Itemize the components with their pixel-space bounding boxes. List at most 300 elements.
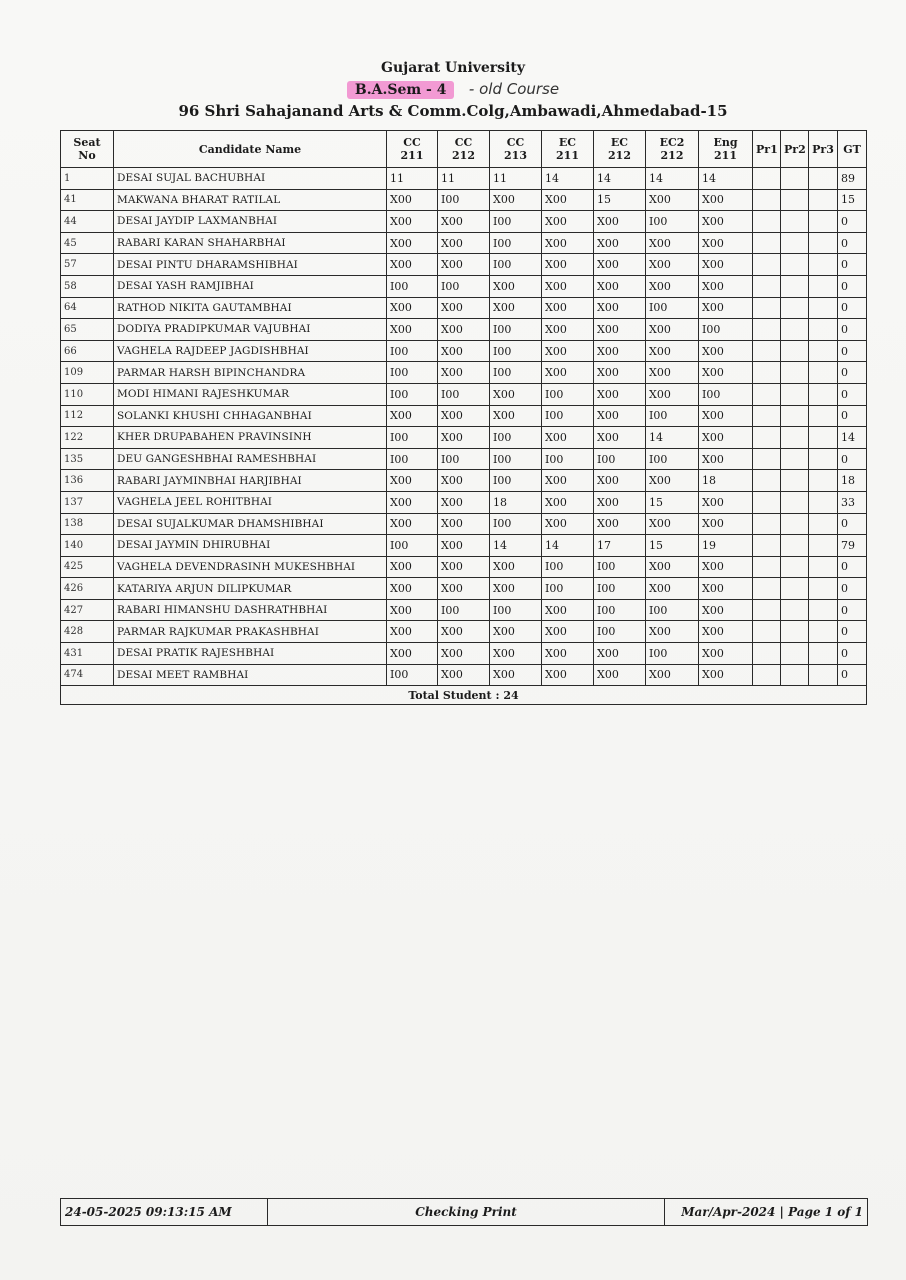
mark-cell: X00	[438, 319, 490, 341]
mark-cell: 14	[838, 427, 867, 449]
mark-cell: I00	[438, 599, 490, 621]
mark-cell	[781, 168, 809, 190]
mark-cell: X00	[542, 189, 594, 211]
candidate-name: DESAI SUJAL BACHUBHAI	[114, 168, 387, 190]
mark-cell: I00	[490, 470, 542, 492]
candidate-name: VAGHELA RAJDEEP JAGDISHBHAI	[114, 340, 387, 362]
mark-cell: 0	[838, 643, 867, 665]
mark-cell: 14	[542, 168, 594, 190]
mark-cell	[781, 275, 809, 297]
mark-cell: X00	[699, 189, 753, 211]
mark-cell: X00	[646, 556, 699, 578]
mark-cell: 0	[838, 319, 867, 341]
mark-cell: 19	[699, 535, 753, 557]
print-type: Checking Print	[268, 1199, 665, 1225]
mark-cell: 0	[838, 513, 867, 535]
seat-number: 140	[61, 535, 114, 557]
mark-cell	[781, 448, 809, 470]
table-row	[61, 297, 867, 319]
seat-number: 425	[61, 556, 114, 578]
table-row	[61, 254, 867, 276]
mark-cell: X00	[594, 405, 646, 427]
mark-cell	[781, 535, 809, 557]
table-row	[61, 340, 867, 362]
mark-cell: X00	[438, 297, 490, 319]
mark-cell: X00	[438, 643, 490, 665]
mark-cell: X00	[542, 427, 594, 449]
mark-cell: 15	[838, 189, 867, 211]
mark-cell	[809, 362, 838, 384]
column-header-text: CC	[454, 136, 473, 149]
mark-cell: I00	[438, 275, 490, 297]
mark-cell: X00	[542, 254, 594, 276]
mark-cell: I00	[594, 599, 646, 621]
seat-number: 474	[61, 664, 114, 686]
mark-cell: X00	[594, 211, 646, 233]
semester-label: B.A.Sem - 4	[347, 81, 455, 99]
mark-cell: X00	[387, 405, 438, 427]
mark-cell: X00	[699, 643, 753, 665]
table-row	[61, 535, 867, 557]
mark-cell: X00	[699, 427, 753, 449]
mark-cell: X00	[542, 319, 594, 341]
mark-cell: 0	[838, 405, 867, 427]
mark-cell: X00	[542, 470, 594, 492]
mark-cell: X00	[699, 578, 753, 600]
candidate-name: PARMAR HARSH BIPINCHANDRA	[114, 362, 387, 384]
mark-cell: X00	[387, 232, 438, 254]
mark-cell: X00	[646, 254, 699, 276]
column-header	[809, 131, 838, 168]
mark-cell: X00	[542, 275, 594, 297]
mark-cell: X00	[542, 491, 594, 513]
mark-cell: I00	[646, 405, 699, 427]
table-row	[61, 643, 867, 665]
mark-cell: 0	[838, 232, 867, 254]
mark-cell: X00	[490, 621, 542, 643]
mark-cell: X00	[594, 362, 646, 384]
candidate-name: PARMAR RAJKUMAR PRAKASHBHAI	[114, 621, 387, 643]
mark-cell: 15	[594, 189, 646, 211]
mark-cell	[809, 297, 838, 319]
column-header	[753, 131, 781, 168]
mark-cell: 14	[594, 168, 646, 190]
mark-cell	[781, 556, 809, 578]
mark-cell: X00	[438, 470, 490, 492]
mark-cell: 0	[838, 362, 867, 384]
mark-cell	[809, 405, 838, 427]
mark-cell: 79	[838, 535, 867, 557]
mark-cell: X00	[387, 211, 438, 233]
mark-cell	[781, 578, 809, 600]
mark-cell: X00	[646, 340, 699, 362]
column-header	[781, 131, 809, 168]
candidate-name: RABARI JAYMINBHAI HARJIBHAI	[114, 470, 387, 492]
seat-number: 66	[61, 340, 114, 362]
mark-cell: 0	[838, 340, 867, 362]
mark-cell	[753, 211, 781, 233]
table-body	[61, 168, 867, 686]
seat-number: 136	[61, 470, 114, 492]
column-header-text: Candidate Name	[198, 142, 302, 156]
candidate-name: MODI HIMANI RAJESHKUMAR	[114, 383, 387, 405]
mark-cell: I00	[542, 405, 594, 427]
column-header-text: EC2	[659, 136, 685, 149]
mark-cell	[753, 405, 781, 427]
mark-cell: X00	[699, 275, 753, 297]
candidate-name: DODIYA PRADIPKUMAR VAJUBHAI	[114, 319, 387, 341]
column-header-text: Pr1	[756, 142, 778, 156]
mark-cell	[809, 189, 838, 211]
mark-cell: 0	[838, 275, 867, 297]
mark-cell: I00	[594, 621, 646, 643]
mark-cell	[753, 340, 781, 362]
mark-cell	[809, 168, 838, 190]
mark-cell	[753, 168, 781, 190]
mark-cell: 33	[838, 491, 867, 513]
seat-number: 426	[61, 578, 114, 600]
mark-cell: 11	[438, 168, 490, 190]
mark-cell	[809, 643, 838, 665]
mark-cell	[781, 621, 809, 643]
mark-cell	[781, 211, 809, 233]
mark-cell: 15	[646, 491, 699, 513]
column-header-text: 212	[660, 149, 684, 162]
mark-cell	[781, 599, 809, 621]
column-header-text: GT	[843, 142, 861, 156]
table-row	[61, 275, 867, 297]
mark-cell: I00	[438, 189, 490, 211]
mark-cell	[781, 643, 809, 665]
mark-cell	[753, 491, 781, 513]
mark-cell	[809, 599, 838, 621]
mark-cell: X00	[438, 556, 490, 578]
mark-cell: X00	[438, 621, 490, 643]
mark-cell: 11	[387, 168, 438, 190]
candidate-name: MAKWANA BHARAT RATILAL	[114, 189, 387, 211]
seat-number: 110	[61, 383, 114, 405]
mark-cell: I00	[646, 448, 699, 470]
mark-cell: 0	[838, 621, 867, 643]
mark-cell	[753, 556, 781, 578]
mark-cell	[809, 427, 838, 449]
mark-cell: X00	[646, 319, 699, 341]
mark-cell: X00	[490, 643, 542, 665]
mark-cell	[753, 254, 781, 276]
college-name: 96 Shri Sahajanand Arts & Comm.Colg,Ambawadi,Ahmedabad-15	[178, 102, 728, 120]
mark-cell: X00	[699, 621, 753, 643]
mark-cell: 14	[646, 168, 699, 190]
column-header-text: EC	[558, 136, 577, 149]
mark-cell	[753, 448, 781, 470]
mark-cell: X00	[387, 578, 438, 600]
mark-cell: 89	[838, 168, 867, 190]
print-footer	[60, 1198, 868, 1226]
mark-cell: I00	[387, 448, 438, 470]
mark-cell	[753, 427, 781, 449]
column-header	[61, 131, 114, 168]
mark-cell: X00	[699, 340, 753, 362]
seat-number: 65	[61, 319, 114, 341]
mark-cell: X00	[646, 189, 699, 211]
mark-cell: I00	[387, 340, 438, 362]
handwritten-note: - old Course	[468, 80, 560, 98]
mark-cell: X00	[438, 427, 490, 449]
mark-cell	[781, 664, 809, 686]
column-header	[646, 131, 699, 168]
total-students: Total Student : 24	[61, 686, 867, 705]
mark-cell	[781, 405, 809, 427]
mark-cell: X00	[594, 319, 646, 341]
mark-cell: X00	[646, 275, 699, 297]
mark-cell: I00	[542, 448, 594, 470]
table-row	[61, 621, 867, 643]
mark-cell: X00	[387, 189, 438, 211]
mark-cell: X00	[490, 297, 542, 319]
mark-cell	[809, 513, 838, 535]
mark-cell: I00	[490, 427, 542, 449]
mark-cell	[809, 556, 838, 578]
mark-cell: 0	[838, 383, 867, 405]
mark-cell	[753, 643, 781, 665]
seat-number: 57	[61, 254, 114, 276]
mark-cell: X00	[699, 513, 753, 535]
candidate-name: RABARI KARAN SHAHARBHAI	[114, 232, 387, 254]
table-row	[61, 362, 867, 384]
column-header	[387, 131, 438, 168]
mark-cell: I00	[438, 448, 490, 470]
table-row	[61, 491, 867, 513]
mark-cell: X00	[438, 664, 490, 686]
mark-cell: X00	[646, 578, 699, 600]
mark-cell	[809, 491, 838, 513]
mark-cell: 18	[699, 470, 753, 492]
column-header-text: 212	[608, 149, 631, 162]
mark-cell: X00	[699, 232, 753, 254]
mark-cell: X00	[646, 621, 699, 643]
mark-cell: I00	[387, 383, 438, 405]
mark-cell	[753, 621, 781, 643]
mark-cell: X00	[699, 664, 753, 686]
column-header	[594, 131, 646, 168]
results-table	[60, 130, 867, 705]
candidate-name: VAGHELA JEEL ROHITBHAI	[114, 491, 387, 513]
mark-cell	[781, 254, 809, 276]
candidate-name: DESAI YASH RAMJIBHAI	[114, 275, 387, 297]
mark-cell: 0	[838, 448, 867, 470]
mark-cell: X00	[594, 664, 646, 686]
mark-cell: X00	[387, 297, 438, 319]
mark-cell: X00	[490, 189, 542, 211]
mark-cell: I00	[646, 297, 699, 319]
mark-cell	[781, 340, 809, 362]
seat-number: 41	[61, 189, 114, 211]
mark-cell: 15	[646, 535, 699, 557]
mark-cell: X00	[594, 383, 646, 405]
mark-cell: 17	[594, 535, 646, 557]
table-row	[61, 556, 867, 578]
table-row	[61, 383, 867, 405]
mark-cell: 0	[838, 664, 867, 686]
mark-cell: X00	[699, 556, 753, 578]
mark-cell: X00	[490, 664, 542, 686]
mark-cell: X00	[542, 297, 594, 319]
mark-cell	[753, 362, 781, 384]
candidate-name: DESAI PRATIK RAJESHBHAI	[114, 643, 387, 665]
mark-cell: 0	[838, 556, 867, 578]
seat-number: 135	[61, 448, 114, 470]
mark-cell: X00	[646, 664, 699, 686]
mark-cell: X00	[438, 578, 490, 600]
mark-cell: X00	[542, 362, 594, 384]
mark-cell	[753, 535, 781, 557]
mark-cell: 0	[838, 211, 867, 233]
mark-cell: 14	[646, 427, 699, 449]
mark-cell: X00	[594, 491, 646, 513]
mark-cell: X00	[542, 664, 594, 686]
column-header	[490, 131, 542, 168]
seat-number: 45	[61, 232, 114, 254]
mark-cell: 14	[542, 535, 594, 557]
mark-cell: I00	[490, 211, 542, 233]
column-header-text: Pr2	[784, 142, 806, 156]
mark-cell: X00	[387, 599, 438, 621]
mark-cell: I00	[699, 383, 753, 405]
candidate-name: RABARI HIMANSHU DASHRATHBHAI	[114, 599, 387, 621]
column-header-text: CC	[506, 136, 525, 149]
mark-cell	[781, 232, 809, 254]
mark-cell	[753, 383, 781, 405]
column-header-text: 211	[400, 149, 424, 162]
mark-cell: 18	[490, 491, 542, 513]
seat-number: 428	[61, 621, 114, 643]
mark-cell: I00	[542, 383, 594, 405]
mark-cell: X00	[438, 362, 490, 384]
mark-cell: X00	[490, 556, 542, 578]
candidate-name: VAGHELA DEVENDRASINH MUKESHBHAI	[114, 556, 387, 578]
seat-number: 122	[61, 427, 114, 449]
mark-cell	[781, 189, 809, 211]
mark-cell: X00	[387, 556, 438, 578]
mark-cell: 18	[838, 470, 867, 492]
mark-cell: X00	[490, 405, 542, 427]
mark-cell	[781, 362, 809, 384]
mark-cell	[753, 513, 781, 535]
mark-cell: X00	[387, 491, 438, 513]
mark-cell: X00	[594, 275, 646, 297]
mark-cell: X00	[387, 621, 438, 643]
mark-cell	[809, 448, 838, 470]
mark-cell: I00	[594, 448, 646, 470]
mark-cell: 14	[699, 168, 753, 190]
candidate-name: DEU GANGESHBHAI RAMESHBHAI	[114, 448, 387, 470]
mark-cell: I00	[490, 513, 542, 535]
mark-cell: X00	[646, 470, 699, 492]
table-header-row	[61, 131, 867, 168]
column-header-text: 212	[452, 149, 475, 162]
candidate-name: DESAI MEET RAMBHAI	[114, 664, 387, 686]
mark-cell: X00	[387, 254, 438, 276]
candidate-name: SOLANKI KHUSHI CHHAGANBHAI	[114, 405, 387, 427]
mark-cell	[809, 383, 838, 405]
candidate-name: RATHOD NIKITA GAUTAMBHAI	[114, 297, 387, 319]
table-row	[61, 189, 867, 211]
mark-cell: I00	[646, 211, 699, 233]
column-header-text: Seat	[73, 136, 101, 149]
mark-cell	[809, 340, 838, 362]
mark-cell: I00	[646, 599, 699, 621]
mark-cell: X00	[387, 470, 438, 492]
table-row	[61, 232, 867, 254]
mark-cell: X00	[438, 340, 490, 362]
mark-cell: I00	[646, 643, 699, 665]
mark-cell: X00	[387, 319, 438, 341]
mark-cell: I00	[387, 535, 438, 557]
mark-cell: X00	[542, 211, 594, 233]
mark-cell: X00	[490, 578, 542, 600]
mark-cell	[753, 189, 781, 211]
mark-cell	[809, 319, 838, 341]
mark-cell: X00	[594, 643, 646, 665]
mark-cell: 0	[838, 578, 867, 600]
column-header	[542, 131, 594, 168]
candidate-name: DESAI JAYMIN DHIRUBHAI	[114, 535, 387, 557]
candidate-name: KATARIYA ARJUN DILIPKUMAR	[114, 578, 387, 600]
university-name: Gujarat University	[381, 60, 525, 76]
mark-cell: I00	[490, 232, 542, 254]
seat-number: 1	[61, 168, 114, 190]
mark-cell: I00	[594, 556, 646, 578]
mark-cell: I00	[699, 319, 753, 341]
mark-cell: X00	[646, 362, 699, 384]
candidate-name: DESAI PINTU DHARAMSHIBHAI	[114, 254, 387, 276]
seat-number: 109	[61, 362, 114, 384]
seat-number: 431	[61, 643, 114, 665]
mark-cell: X00	[542, 643, 594, 665]
table-row	[61, 578, 867, 600]
candidate-name: KHER DRUPABAHEN PRAVINSINH	[114, 427, 387, 449]
column-header	[438, 131, 490, 168]
mark-cell: X00	[438, 405, 490, 427]
mark-cell: X00	[490, 383, 542, 405]
mark-cell	[809, 664, 838, 686]
column-header-text: 211	[556, 149, 579, 162]
mark-cell: X00	[699, 297, 753, 319]
print-timestamp: 24-05-2025 09:13:15 AM	[61, 1199, 268, 1225]
mark-cell	[809, 470, 838, 492]
mark-cell: I00	[490, 254, 542, 276]
table-row	[61, 470, 867, 492]
exam-session-page: Mar/Apr-2024 | Page 1 of 1	[681, 1205, 863, 1219]
mark-cell: X00	[438, 254, 490, 276]
mark-cell: 0	[838, 297, 867, 319]
mark-cell: I00	[387, 275, 438, 297]
column-header	[699, 131, 753, 168]
mark-cell	[753, 232, 781, 254]
column-header-text: 211	[714, 149, 737, 162]
mark-cell: 11	[490, 168, 542, 190]
column-header-text: CC	[403, 136, 421, 149]
mark-cell: X00	[594, 232, 646, 254]
mark-cell: X00	[646, 513, 699, 535]
mark-cell	[753, 578, 781, 600]
mark-cell: X00	[387, 513, 438, 535]
mark-cell: 0	[838, 254, 867, 276]
mark-cell: X00	[438, 513, 490, 535]
mark-cell: I00	[490, 448, 542, 470]
seat-number: 44	[61, 211, 114, 233]
candidate-name: DESAI JAYDIP LAXMANBHAI	[114, 211, 387, 233]
